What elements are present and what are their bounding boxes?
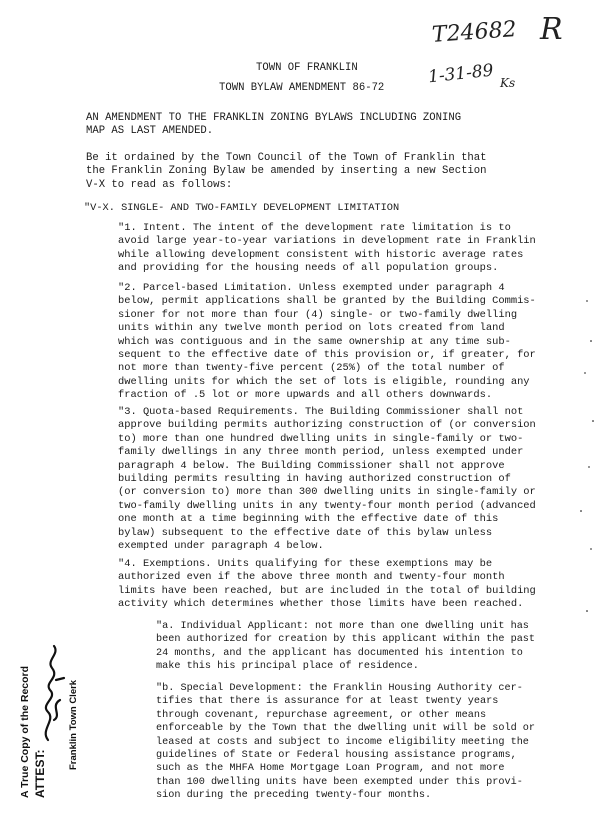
text-line: units within any twelve month period on lots created from land [118,322,505,335]
scan-speck [580,510,582,512]
text-line: "1. Intent. The intent of the development rate limitation is to [118,222,511,234]
text-line: AN AMENDMENT TO THE FRANKLIN ZONING BYLAWS INCLUDING ZONING [86,112,462,124]
text-line: leased at costs and subject to income eligibility meeting the [156,736,529,748]
text-line: guidelines of State or Federal housing assistance programs, [156,750,517,762]
text-line: the Franklin Zoning Bylaw be amended by inserting a new Section [86,165,487,178]
text-line: sequent to the effective date of this provision or, if greater, for [118,349,536,362]
paragraph-special-development [156,682,535,803]
text-line: 24 months, and the applicant has documented his intention to [156,647,523,659]
stamp-clerk-title: Franklin Town Clerk [68,679,79,770]
scan-speck [590,340,592,342]
scan-speck [586,300,588,302]
amendment-title: TOWN BYLAW AMENDMENT 86-72 [219,82,385,94]
text-line: make this his principal place of residence. [156,661,419,673]
text-line: V-X to read as follows: [86,178,233,191]
text-line: sioner for not more than four (4) single- or two-family dwelling [118,308,518,321]
text-line: through covenant, repurchase agreement, or other means [156,709,487,721]
clerk-attestation-stamp [10,620,90,800]
intro-block [86,112,461,139]
text-line: "2. Parcel-based Limitation. Unless exempted under paragraph 4 [118,282,505,294]
text-line: family dwellings in any three month period, unless exempted under [118,446,524,459]
text-line: dwelling units for which the set of lots is eligible, rounding any [118,375,530,388]
text-line: approve building permits authorizing construction of (or conversion [118,419,536,432]
section-title: "V-X. SINGLE- AND TWO-FAMILY DEVELOPMENT LIMITATION [84,202,400,214]
text-line: "4. Exemptions. Units qualifying for these exemptions may be [118,558,493,570]
handwritten-date: 1-31-89 [427,60,495,88]
town-title: TOWN OF FRANKLIN [256,62,358,74]
text-line: sion during the preceding twenty-four months. [156,790,432,802]
text-line: to) more than one hundred dwelling units in single-family or two- [118,432,524,445]
text-line: activity which determines whether those limits have been reached. [118,598,524,611]
text-line: one month at a time beginning with the effective date of this [118,513,499,526]
stamp-attest-text: ATTEST: [33,749,47,798]
text-line: Be it ordained by the Town Council of the Town of Franklin that [86,152,487,164]
text-line: bylaw) subsequent to the effective date of this bylaw unless [118,526,493,539]
text-line: tifies that there is assurance for at least twenty years [156,696,499,708]
text-line: than 100 dwelling units have been exempted under this provi- [156,776,523,788]
text-line: and providing for the housing needs of all population groups. [118,262,499,275]
text-line: "b. Special Development: the Franklin Housing Authority cer- [156,683,523,694]
text-line: avoid large year-to-year variations in development rate in Franklin [118,235,536,248]
text-line: enforceable by the Town that the dwelling unit will be sold or [156,723,536,735]
scan-speck [586,610,588,612]
paragraph-exemptions [118,558,536,612]
text-line: "3. Quota-based Requirements. The Building Commissioner shall not [118,406,524,418]
text-line: fraction of .5 lot or more upwards and all others downwards. [118,389,493,402]
text-line: such as the MHFA Home Mortgage Loan Program, and not more [156,763,505,775]
scan-speck [588,466,590,468]
text-line: "a. Individual Applicant: not more than one dwelling unit has [156,621,529,632]
text-line: been authorized for creation by this applicant within the past [156,634,536,646]
text-line: paragraph 4 below. The Building Commissioner shall not approve [118,459,505,472]
paragraph-individual-applicant [156,620,535,674]
paragraph-parcel-limitation [118,282,536,403]
handwritten-mark: R [540,12,563,47]
text-line: two-family dwelling units in any twenty-four month period (advanced [118,499,536,512]
handwritten-initials: Ks [500,76,516,90]
clerk-signature [46,646,64,740]
text-line: while allowing development consistent with historic average rates [118,248,524,261]
handwritten-ref-number: T24682 [431,17,518,48]
text-line: MAP AS LAST AMENDED. [86,125,214,138]
ordained-block [86,152,487,192]
text-line: authorized even if the above three month and twenty-four month [118,571,505,584]
text-line: below, permit applications shall be granted by the Building Commis- [118,295,536,308]
scan-speck [590,548,592,550]
text-line: (or conversion to) more than 300 dwelling units in single-family or [118,486,536,499]
text-line: which was contiguous and in the same ownership at any time sub- [118,335,511,348]
stamp-true-copy-text: A True Copy of the Record [19,665,31,798]
text-line: not more than twenty-five percent (25%) of the total number of [118,362,505,375]
stamp-graphic [10,620,90,800]
scan-speck [592,420,594,422]
text-line: building permits resulting in having authorized construction of [118,473,511,486]
paragraph-intent [118,222,536,276]
scan-speck [584,372,586,374]
paragraph-quota-requirements [118,406,536,553]
text-line: limits have been reached, but are included in the total of building [118,584,536,597]
text-line: exempted under paragraph 4 below. [118,540,324,553]
